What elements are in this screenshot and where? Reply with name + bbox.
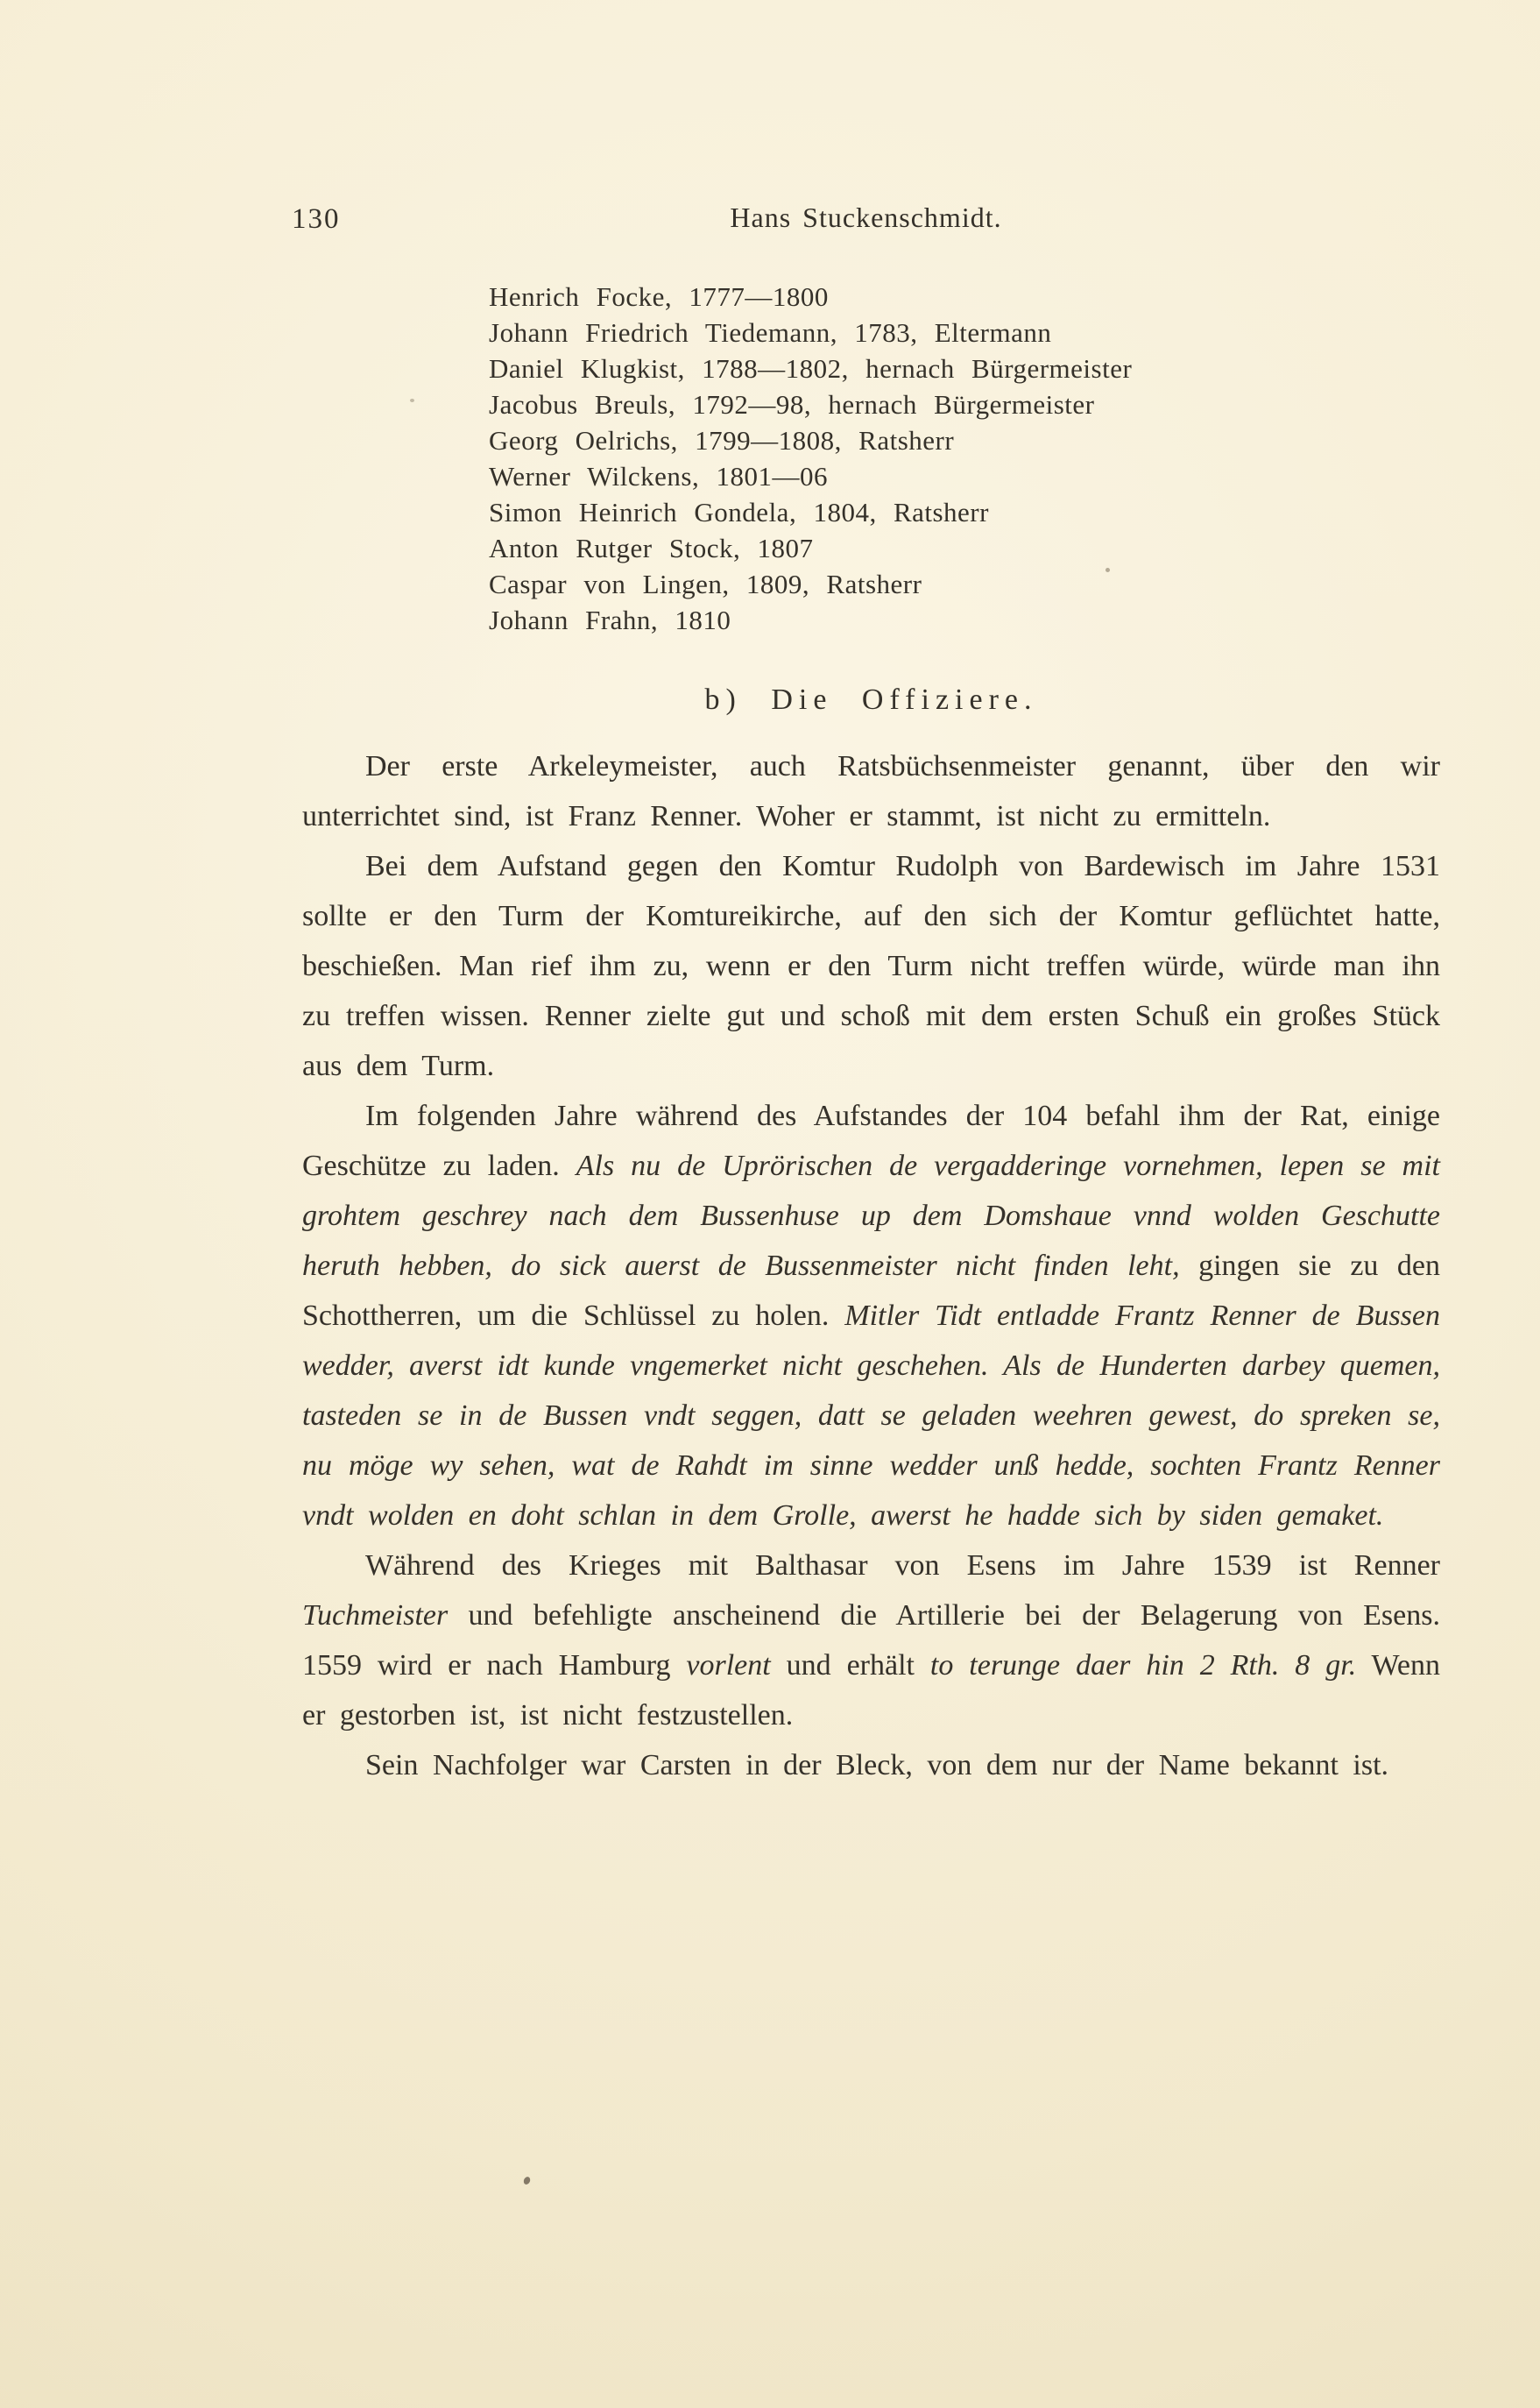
list-item: Anton Rutger Stock, 1807 [489, 533, 814, 563]
paper-speck [522, 2176, 531, 2185]
running-head [292, 202, 1440, 240]
running-header-title: Hans Stuckenschmidt. [730, 202, 1002, 233]
officials-list [489, 279, 1365, 638]
list-item: Werner Wilckens, 1801—06 [489, 461, 828, 492]
paragraph: Der erste Arkeleymeister, auch Ratsbüchsenmeister genannt, über den wir unterrichtet sind, ist Franz Renner. Woher er stammt, ist nicht zu ermitteln. [302, 750, 1440, 832]
list-item: Daniel Klugkist, 1788—1802, hernach Bürgermeister [489, 353, 1133, 384]
list-item: Jacobus Breuls, 1792—98, hernach Bürgermeister [489, 389, 1095, 420]
section-heading: b) Die Offiziere. [704, 683, 1038, 716]
paragraph: Im folgenden Jahre während des Aufstandes der 104 befahl ihm der Rat, einige Geschütze zu laden. Als nu de Uprörischen de vergadderinge vornehmen, lepen se mit grohtem geschrey nach dem Bussenhuse up dem Domshaue vnnd wolden Geschutte heruth hebben, do sick auerst de Bussenmeister nicht finden leht, gingen sie zu den Schottherren, um die Schlüssel zu holen. Mitler Tidt entladde Frantz Renner de Bussen wedder, averst idt kunde vngemerket nicht geschehen. Als de Hunderten darbey quemen, tasteden se in de Bussen vndt seggen, datt se geladen weehren gewest, do spreken se, nu möge wy sehen, wat de Rahdt im sinne wedder unß hedde, sochten Frantz Renner vndt wolden en doht schlan in dem Grolle, awerst he hadde sich by siden gemaket. [302, 1100, 1440, 1532]
paragraph: Sein Nachfolger war Carsten in der Bleck, von dem nur der Name bekannt ist. [365, 1749, 1389, 1781]
paragraph: Während des Krieges mit Balthasar von Esens im Jahre 1539 ist Renner Tuchmeister und befehligte anscheinend die Artillerie bei der Belagerung von Esens. 1559 wird er nach Hamburg vorlent und erhält to terunge daer hin 2 Rth. 8 gr. Wenn er gestorben ist, ist nicht festzustellen. [302, 1549, 1440, 1732]
list-item: Georg Oelrichs, 1799—1808, Ratsherr [489, 425, 955, 456]
list-item: Johann Frahn, 1810 [489, 605, 731, 635]
page-number: 130 [292, 203, 341, 235]
list-item: Johann Friedrich Tiedemann, 1783, Eltermann [489, 317, 1052, 348]
body-text [302, 741, 1440, 1790]
paragraph: Bei dem Aufstand gegen den Komtur Rudolph von Bardewisch im Jahre 1531 sollte er den Turm der Komtureikirche, auf den sich der Komtur geflüchtet hatte, beschießen. Man rief ihm zu, wenn er den Turm nicht treffen würde, würde man ihn zu treffen wissen. Renner zielte gut und schoß mit dem ersten Schuß ein großes Stück aus dem Turm. [302, 850, 1440, 1082]
paper-speck [410, 399, 414, 402]
list-item: Henrich Focke, 1777—1800 [489, 281, 829, 312]
paper-speck [1106, 568, 1110, 572]
list-item: Simon Heinrich Gondela, 1804, Ratsherr [489, 497, 989, 528]
list-item: Caspar von Lingen, 1809, Ratsherr [489, 569, 922, 599]
